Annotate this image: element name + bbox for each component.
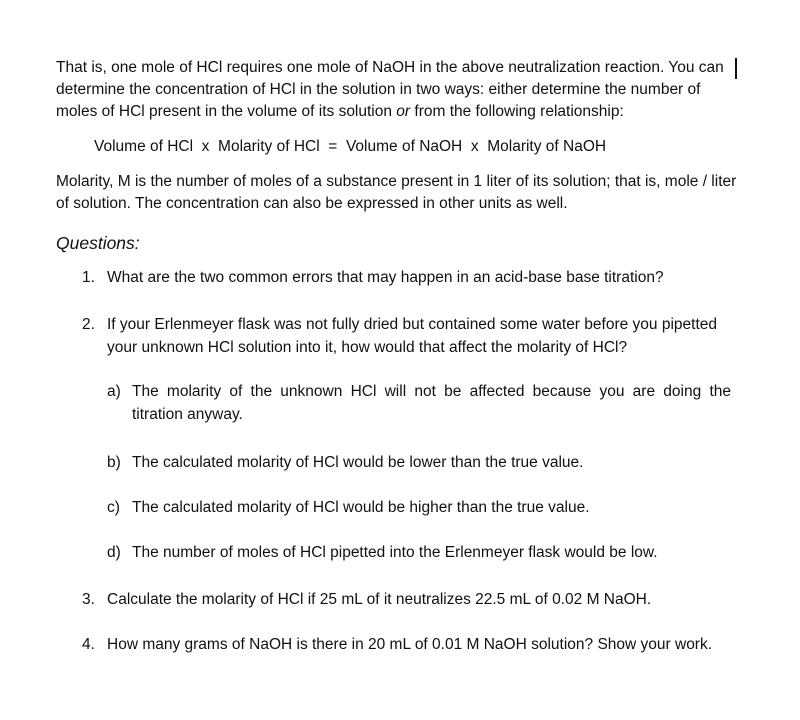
question-4 (82, 633, 742, 656)
option-letter: d) (107, 544, 121, 561)
intro-text-before: That is, one mole of HCl requires one mole of NaOH in the above neutralization reaction. You can determine the concentration of HCl in the solution in two ways: either determine the number of moles of HCl present in the volume of its solution (56, 59, 724, 120)
question-2 (82, 313, 742, 359)
option-text: The calculated molarity of HCl would be lower than the true value. (132, 454, 584, 471)
option-d (107, 541, 731, 564)
question-text: If your Erlenmeyer flask was not fully dried but contained some water before you pipetted your unknown HCl solution into it, how would that affect the molarity of HCl? (107, 316, 717, 356)
question-number: 3. (82, 591, 95, 608)
question-text: What are the two common errors that may happen in an acid-base base titration? (107, 269, 664, 286)
option-a (107, 380, 731, 426)
intro-text-after: from the following relationship: (410, 103, 624, 120)
option-letter: a) (107, 383, 121, 400)
question-text: How many grams of NaOH is there in 20 mL of 0.01 M NaOH solution? Show your work. (107, 636, 713, 653)
option-letter: c) (107, 499, 120, 516)
questions-heading: Questions: (56, 233, 140, 253)
question-1 (82, 266, 742, 289)
molarity-definition: Molarity, M is the number of moles of a substance present in 1 liter of its solution; that is, mole / liter of solution. The concentration can also be expressed in other units as well. (56, 173, 737, 212)
question-3 (82, 588, 742, 611)
question-number: 1. (82, 269, 95, 286)
question-number: 2. (82, 316, 95, 333)
question-number: 4. (82, 636, 95, 653)
option-text: The number of moles of HCl pipetted into the Erlenmeyer flask would be low. (132, 544, 658, 561)
intro-paragraph (56, 57, 746, 123)
question-text: Calculate the molarity of HCl if 25 mL of it neutralizes 22.5 mL of 0.02 M NaOH. (107, 591, 652, 608)
intro-emphasis: or (396, 103, 411, 120)
option-text: The calculated molarity of HCl would be higher than the true value. (132, 499, 590, 516)
molarity-equation: Volume of HCl x Molarity of HCl = Volume of NaOH x Molarity of NaOH (94, 138, 607, 155)
text-cursor (735, 58, 737, 79)
option-c (107, 496, 731, 519)
option-letter: b) (107, 454, 121, 471)
option-b (107, 451, 731, 474)
option-text: The molarity of the unknown HCl will not be affected because you are doing the titration anyway. (132, 383, 731, 423)
